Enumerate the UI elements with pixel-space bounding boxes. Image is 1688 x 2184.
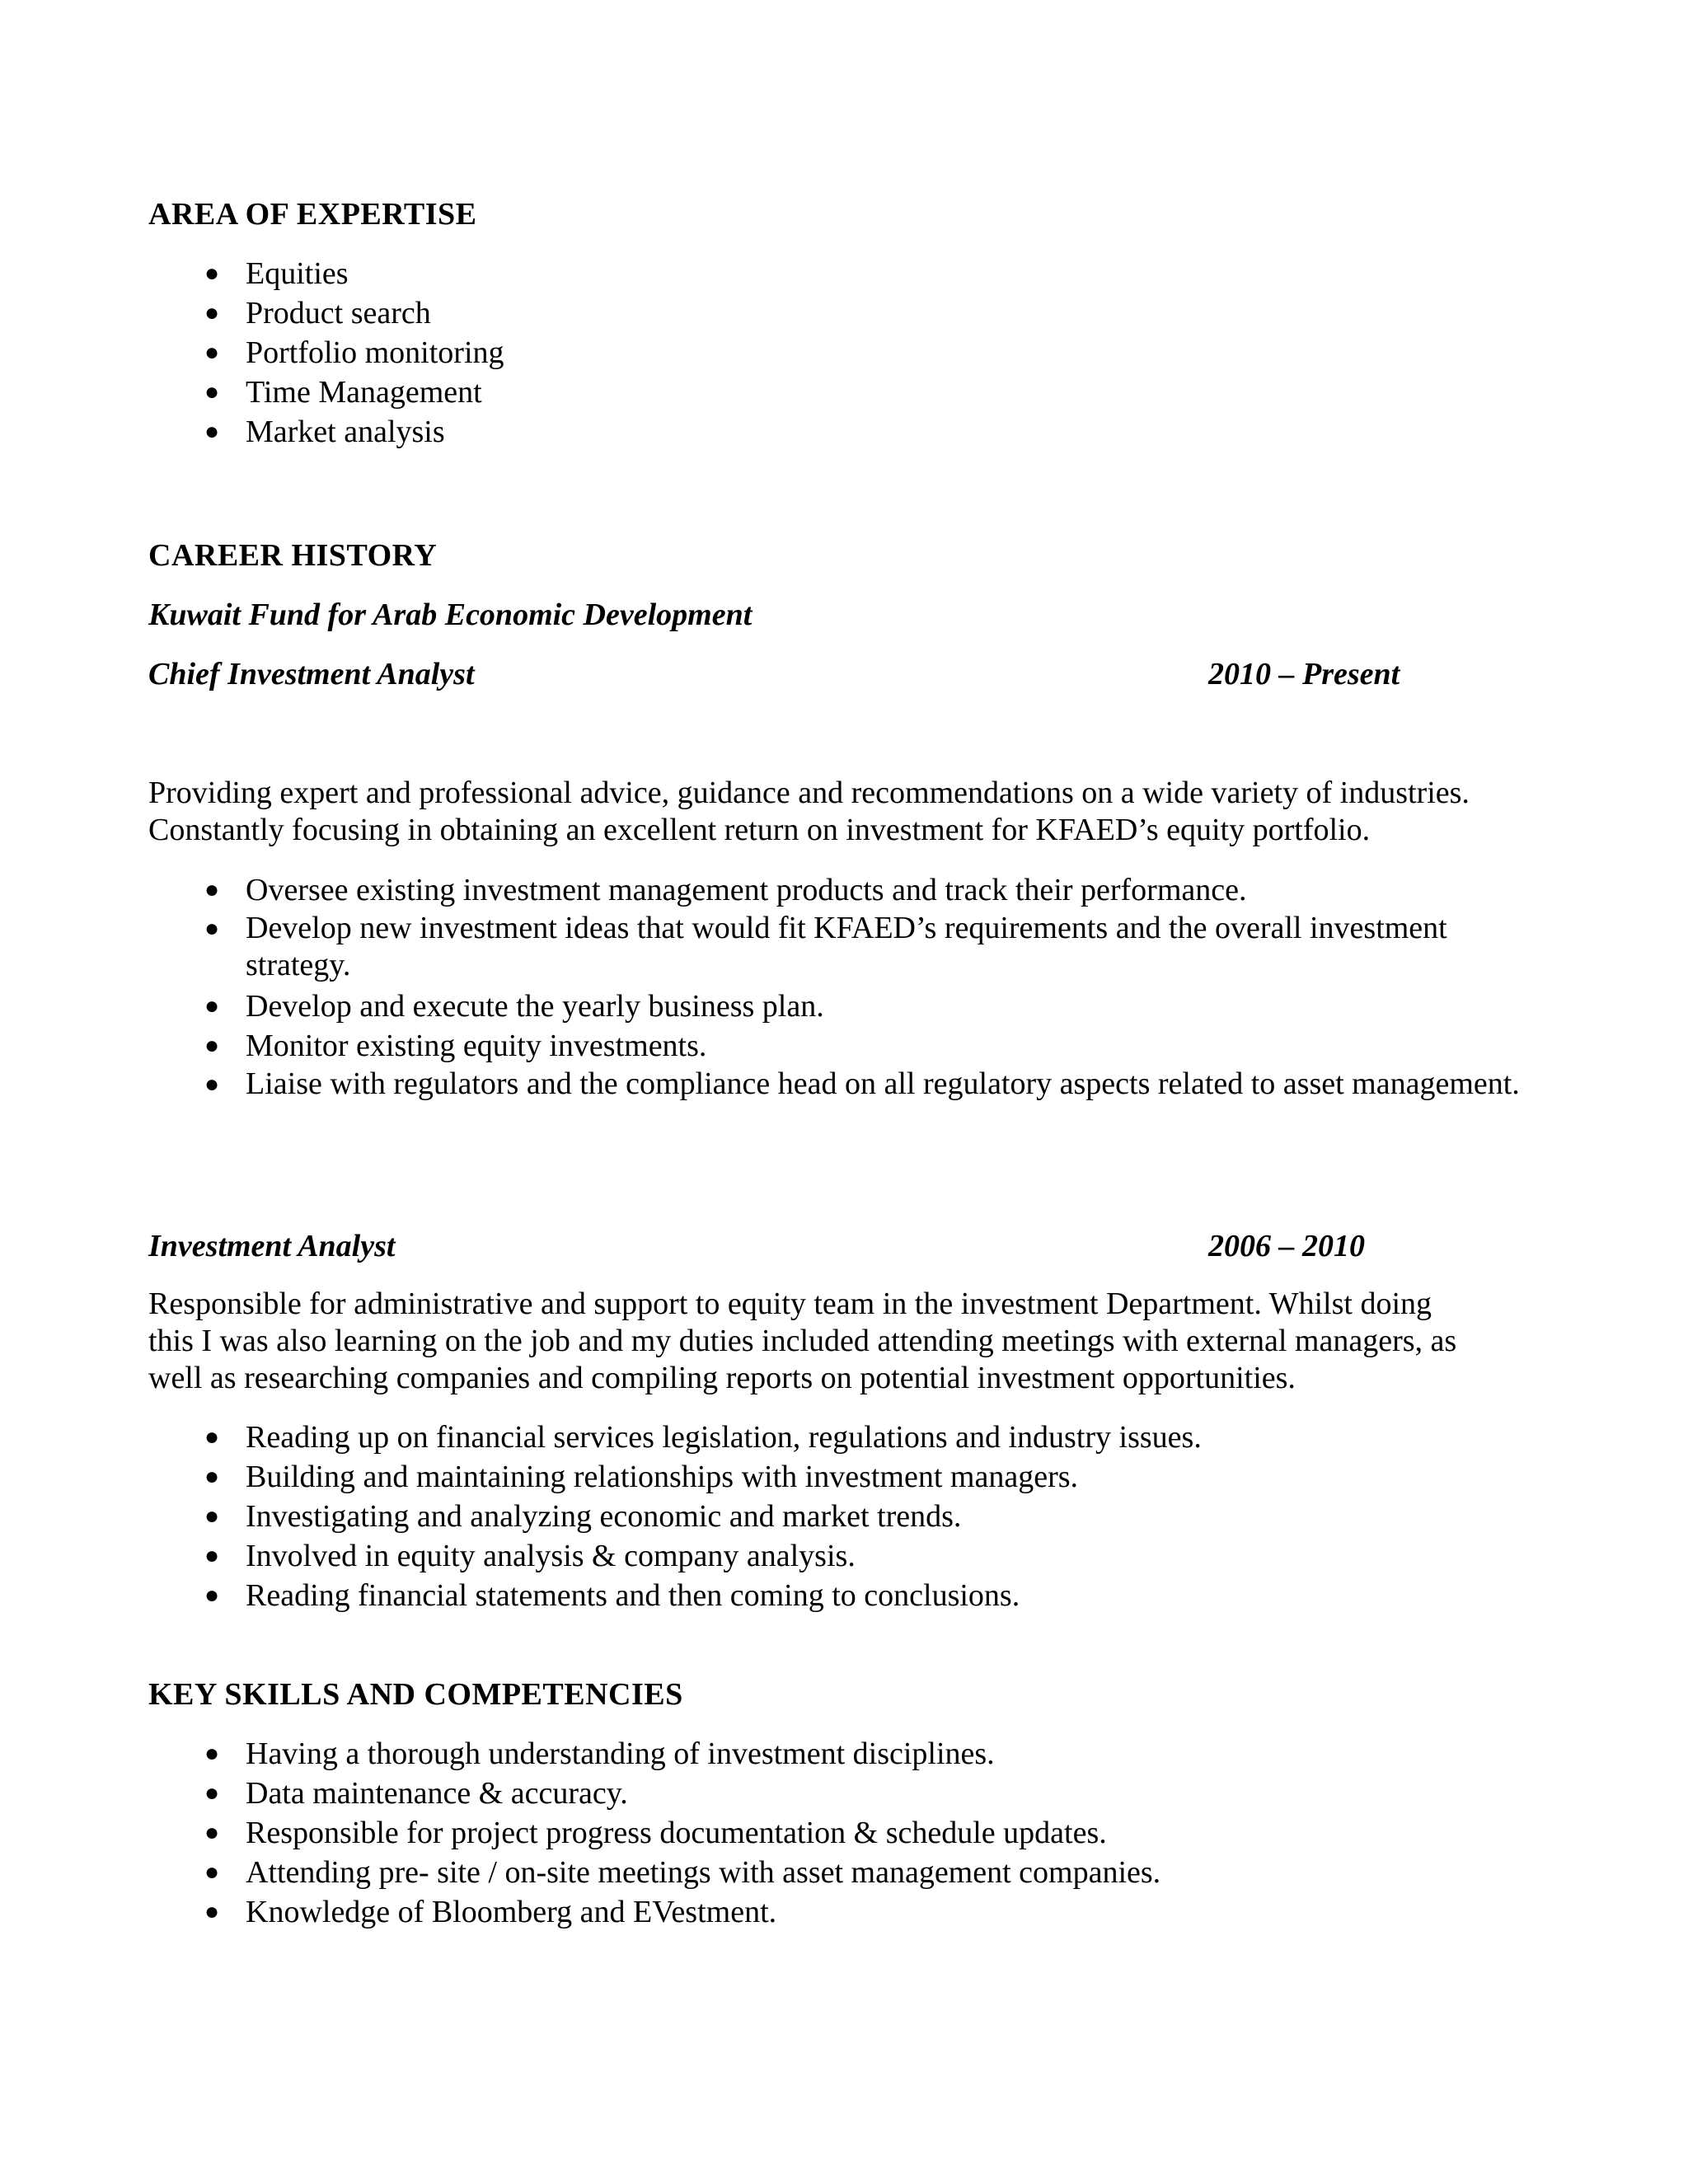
list-item: ● Reading up on financial services legislation, regulations and industry issues.: [246, 1418, 1202, 1457]
bullet-icon: ●: [204, 1858, 220, 1886]
bullet-icon: ●: [204, 1779, 220, 1807]
list-item: ● Market analysis: [246, 412, 504, 452]
key-skills-list: [204, 1734, 1161, 1932]
list-item: ● Investigating and analyzing economic and market trends.: [246, 1497, 1202, 1536]
bullet-icon: ●: [204, 1582, 220, 1609]
bullet-icon: ●: [204, 418, 220, 445]
bullet-icon: ●: [204, 876, 220, 903]
career-history-heading: CAREER HISTORY: [148, 538, 438, 573]
list-item: ● Portfolio monitoring: [246, 333, 504, 373]
bullet-icon: ●: [204, 378, 220, 405]
list-item: ● Attending pre- site / on-site meetings with asset management companies.: [246, 1853, 1160, 1892]
bullet-icon: ●: [204, 260, 220, 287]
list-item: ● Responsible for project progress documentation & schedule updates.: [246, 1813, 1160, 1853]
bullet-icon: ●: [204, 992, 220, 1019]
bullet-icon: ●: [204, 915, 220, 942]
list-item: ● Liaise with regulators and the compliance head on all regulatory aspects related to asset management.: [204, 1066, 1520, 1101]
list-item: ● Having a thorough understanding of investment disciplines.: [246, 1734, 1160, 1774]
bullet-icon: ●: [204, 1463, 220, 1490]
bullet-icon: ●: [204, 1071, 220, 1098]
list-item: ● Oversee existing investment management products and track their performance.: [246, 870, 1531, 910]
role2-responsibilities: [204, 1418, 1202, 1615]
role1-dates: 2010 – Present: [1208, 657, 1400, 691]
role1-title: Chief Investment Analyst: [148, 657, 475, 691]
expertise-list: [204, 254, 504, 452]
list-item: ● Product search: [246, 293, 504, 333]
bullet-icon: ●: [204, 1032, 220, 1059]
role1-responsibilities: [204, 870, 1531, 1105]
role2-summary-line: this I was also learning on the job and my duties included attending meetings with external managers, as: [148, 1324, 1457, 1358]
bullet-icon: ●: [204, 1542, 220, 1569]
employer-name: Kuwait Fund for Arab Economic Development: [148, 598, 753, 632]
list-item: ● Building and maintaining relationships with investment managers.: [246, 1457, 1202, 1497]
role1-summary-line: Constantly focusing in obtaining an excellent return on investment for KFAED’s equity portfolio.: [148, 813, 1371, 847]
list-item: ● Equities: [246, 254, 504, 293]
list-item: ● Time Management: [246, 373, 504, 412]
list-item: ● Knowledge of Bloomberg and EVestment.: [246, 1892, 1160, 1932]
role2-title: Investment Analyst: [148, 1229, 396, 1263]
bullet-icon: ●: [204, 1740, 220, 1767]
bullet-icon: ●: [204, 1502, 220, 1530]
bullet-icon: ●: [204, 1898, 220, 1925]
list-item: ● Reading financial statements and then coming to conclusions.: [246, 1576, 1202, 1615]
list-item: ● Data maintenance & accuracy.: [246, 1774, 1160, 1813]
role2-dates: 2006 – 2010: [1208, 1229, 1365, 1263]
role1-summary-line: Providing expert and professional advice, guidance and recommendations on a wide variety of industries.: [148, 776, 1470, 810]
list-item: ● Develop new investment ideas that would fit KFAED’s requirements and the overall investment strategy.: [204, 911, 1447, 982]
role2-summary-line: well as researching companies and compiling reports on potential investment opportunities.: [148, 1361, 1296, 1395]
bullet-icon: ●: [204, 1423, 220, 1451]
role2-summary-line: Responsible for administrative and support to equity team in the investment Department. Whilst doing: [148, 1286, 1432, 1321]
bullet-icon: ●: [204, 339, 220, 366]
list-item: ● Involved in equity analysis & company analysis.: [246, 1536, 1202, 1576]
key-skills-heading: KEY SKILLS AND COMPETENCIES: [148, 1677, 683, 1712]
area-of-expertise-heading: AREA OF EXPERTISE: [148, 197, 477, 232]
bullet-icon: ●: [204, 1819, 220, 1846]
list-item: ● Monitor existing equity investments.: [246, 1026, 1531, 1066]
list-item: ● Develop and execute the yearly business plan.: [246, 987, 1531, 1026]
bullet-icon: ●: [204, 299, 220, 326]
